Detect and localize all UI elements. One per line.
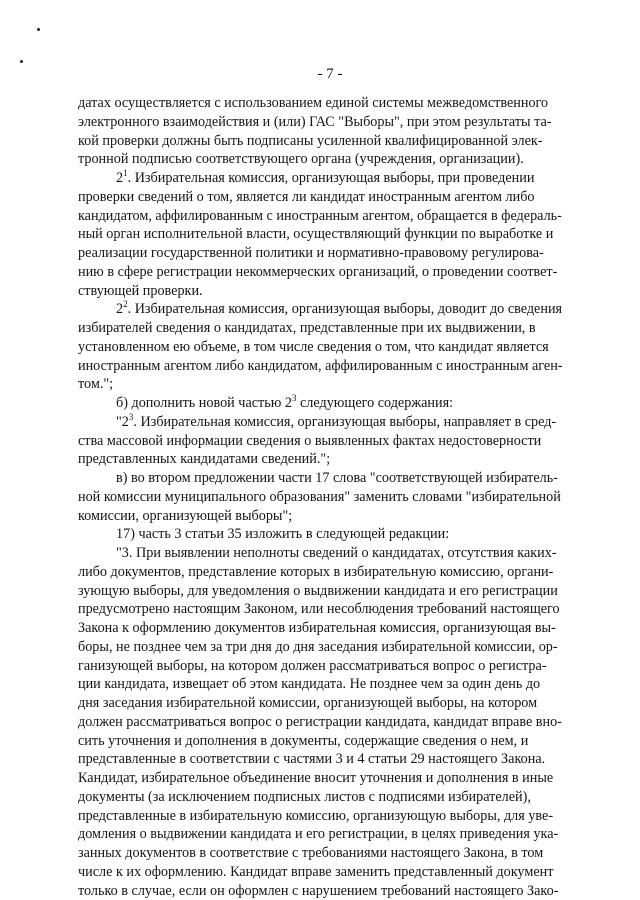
paragraph-part-3: "3. При выявлении неполноты сведений о кандидатах, отсутствия каких- либо документов, представление которых в избирательную комиссию, органи- зующую выборы, для уведомления о выдвижении кандидата и его регистрации предусмотрено настоящим Законом, или несоблюдения требований настоящего Закона к оформлению документов избирательная комиссия, организующая вы- боры, не позднее чем за три дня до дня заседания избирательной комиссии, ор- ганизующей выборы, на котором должен рассматриваться вопрос о регистра- ции кандидата, извещает об этом кандидата. Не позднее чем за один день до дня заседания избирательной комиссии, организующей выборы, на котором должен рассматриваться вопрос о регистрации кандидата, кандидат вправе вно- сить уточнения и дополнения в документы, содержащие сведения о нем, и представленные в соответствии с частями 3 и 4 статьи 29 настоящего Закона. Кандидат, избирательное объединение вносит уточнения и дополнения в иные документы (за исключением подписных листов с подписями избирателей), представленные в избирательную комиссию, организующую выборы, для уве- домления о выдвижении кандидата и его регистрации, в целях приведения ука- занных документов в соответствие с требованиями настоящего Закона, в том числе к их оформлению. Кандидат вправе заменить представленный документ только в случае, если он оформлен с нарушением требований настоящего Зако-: [78, 545, 562, 899]
scan-speck-top: [37, 28, 40, 31]
paragraph-continuation: датах осуществляется с использованием единой системы межведомственного электронного взаимодействия и (или) ГАС "Выборы", при этом результаты та- кой проверки должны быть подписаны усиленной квалифицированной элек- тронной подписью соответствующего органа (учреждения, организации).: [78, 95, 552, 168]
scan-speck-left: [20, 60, 23, 63]
page-number: - 7 -: [317, 66, 343, 82]
paragraph-part-2-1: $2^1$. Избирательная комиссия, организующая выборы, при проведении проверки сведений о том, является ли кандидат иностранным агентом либо кандидатом, аффилированным с иностранным агентом, обращается в федераль- ный орган исполнительной власти, осуществляющий функции по выработке и реализации государственной политики и нормативно-правовому регулирова- нию в сфере регистрации некоммерческих организаций, о проведении соответ- ствующей проверки.: [78, 168, 562, 299]
paragraph-item-v: в) во втором предложении части 17 слова "соответствующей избиратель- ной комиссии муниципального образования" заменить словами "избирательной комиссии, организующей выборы";: [78, 470, 561, 524]
paragraph-part-2-3: "$2^3$. Избирательная комиссия, организующая выборы, направляет в сред- ства массовой информации сведения о выявленных фактах недостоверности представленных кандидатами сведений.";: [78, 411, 557, 468]
paragraph-part-2-2: $2^2$. Избирательная комиссия, организующая выборы, доводит до сведения избирателей сведения о кандидатах, представленные при их выдвижении, в установленном ею объеме, в том числе сведения о том, что кандидат является иностранным агентом либо кандидатом, аффилированным с иностранным аген- том.";: [78, 299, 563, 393]
document-body: [78, 94, 570, 900]
paragraph-item-17: 17) часть 3 статьи 35 изложить в следующей редакции:: [116, 526, 450, 543]
paragraph-item-b: б) дополнить новой частью $2^3$ следующего содержания:: [116, 393, 454, 411]
